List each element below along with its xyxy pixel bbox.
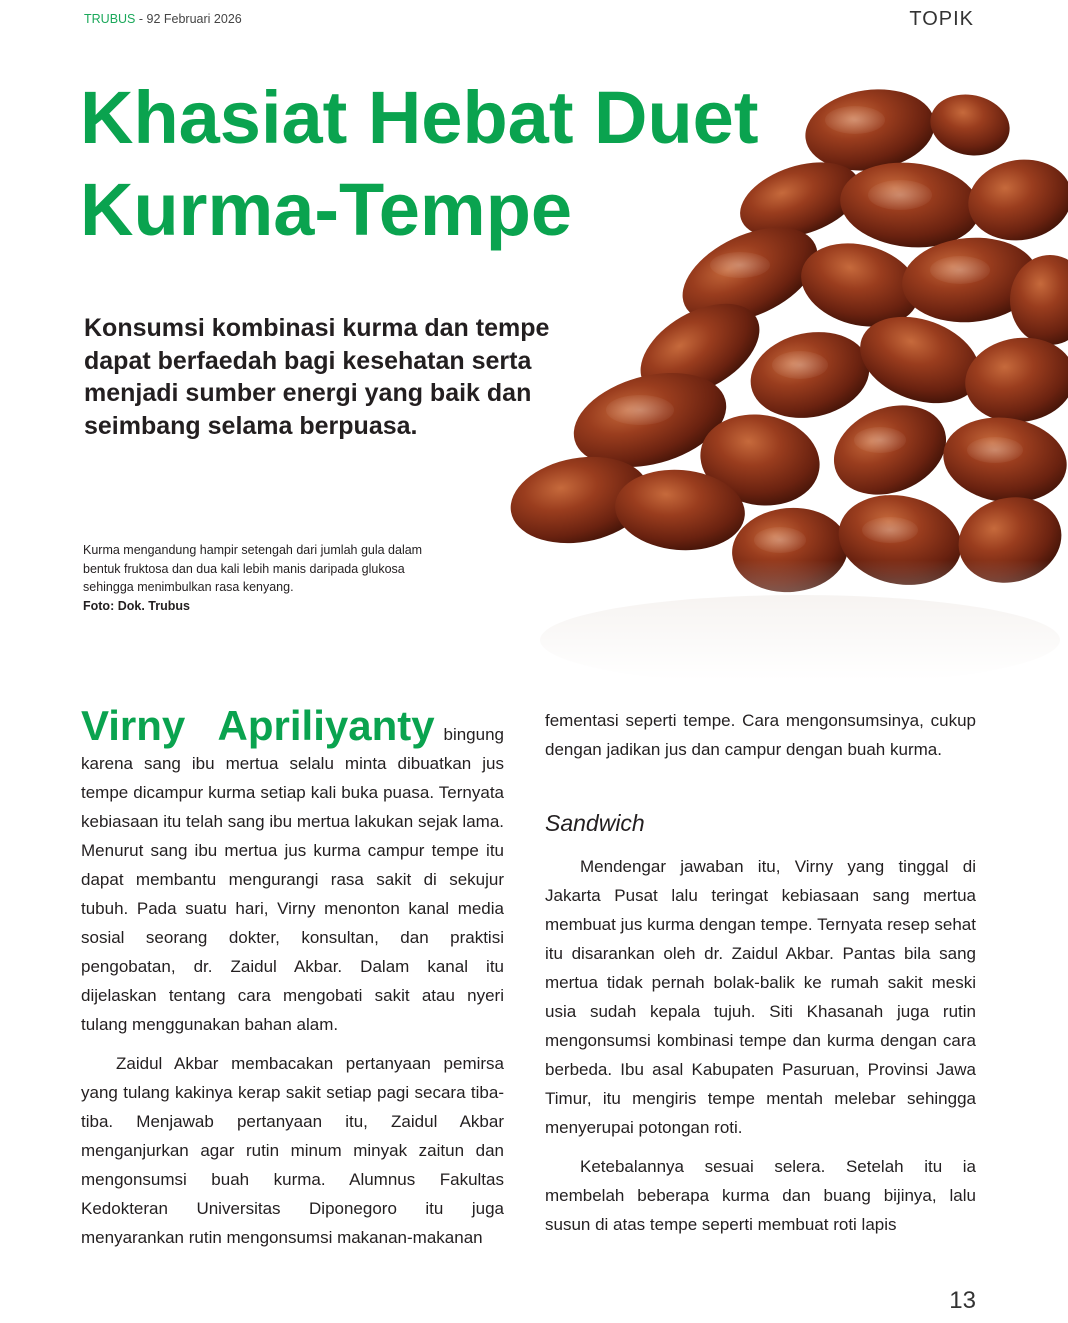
date-fruit bbox=[962, 152, 1068, 249]
article-lead bbox=[84, 312, 574, 442]
issue-date: - 92 Februari 2026 bbox=[135, 12, 242, 26]
lead-line: dapat berfaedah bagi kesehatan serta bbox=[84, 346, 532, 375]
date-fruit bbox=[925, 87, 1016, 162]
date-fruit bbox=[960, 331, 1068, 429]
body-paragraph bbox=[81, 702, 504, 1039]
photo-credit: Foto: Dok. Trubus bbox=[83, 598, 190, 613]
body-paragraph: Mendengar jawaban itu, Virny yang tinggal di Jakarta Pusat lalu teringat kebiasaan sang mertua membuat jus kurma dengan tempe. Ternyata resep sehat itu disarankan oleh dr. Zaidul Akbar. Pantas bila sang mertua tidak pernah bolak-balik ke rumah sakit meski usia sudah kepala tujuh. Siti Khasanah juga rutin mengonsumsi kombinasi tempe dan kurma dengan cara berbeda. Ibu asal Kabupaten Pasuruan, Provinsi Jawa Timur, itu mengiris tempe mentah melebar sehingga menyerupai potongan roti. bbox=[545, 857, 976, 1137]
caption-line: sehingga menimbulkan rasa kenyang. bbox=[83, 580, 294, 594]
section-subhead: Sandwich bbox=[545, 810, 645, 836]
running-header bbox=[84, 12, 242, 26]
body-column-right bbox=[545, 706, 976, 1249]
body-paragraph: Ketebalannya sesuai selera. Setelah itu ia membelah beberapa kurma dan buang bijinya, lalu susun di atas tempe seperti membuat roti lapis bbox=[545, 1157, 976, 1234]
lead-line: Konsumsi kombinasi kurma dan tempe bbox=[84, 314, 550, 342]
page-number: 13 bbox=[949, 1287, 976, 1314]
body-paragraph: fementasi seperti tempe. Cara mengonsumsinya, cukup dengan jadikan jus dan campur dengan buah kurma. bbox=[545, 711, 976, 759]
section-label: TOPIK bbox=[909, 8, 974, 30]
caption-line: Kurma mengandung hampir setengah dari jumlah gula dalam bbox=[83, 543, 423, 557]
title-line: Khasiat Hebat Duet bbox=[80, 76, 759, 159]
caption-line: bentuk fruktosa dan dua kali lebih manis daripada glukosa bbox=[83, 561, 405, 576]
lead-line: seimbang selama berpuasa. bbox=[84, 411, 418, 440]
magazine-brand: TRUBUS bbox=[84, 12, 136, 26]
lead-in-name: Virny Apriliyanty bbox=[81, 702, 435, 749]
photo-caption bbox=[83, 541, 503, 615]
paragraph-text: bingung karena sang ibu mertua selalu minta dibuatkan jus tempe dicampur kurma setiap kali buka puasa. Ternyata kebiasaan itu telah sang ibu mertua lakukan sejak lama. Menurut sang ibu mertua jus kurma campur tempe itu dapat membantu mengurangi rasa sakit di sekujur tubuh. Pada suatu hari, Virny menonton kanal media sosial seorang dokter, konsultan, dan praktisi pengobatan, dr. Zaidul Akbar. Dalam kanal itu dijelaskan tentang cara mengobati sakit atau nyeri tulang menggunakan bahan alam. bbox=[81, 725, 504, 1034]
article-title bbox=[80, 72, 780, 256]
lead-line: menjadi sumber energi yang baik dan bbox=[84, 379, 532, 407]
title-line: Kurma-Tempe bbox=[80, 168, 573, 251]
body-column-left bbox=[81, 702, 504, 1262]
body-paragraph: Zaidul Akbar membacakan pertanyaan pemirsa yang tulang kakinya kerap sakit setiap pagi secara tiba-tiba. Menjawab pertanyaan itu, Zaidul Akbar menganjurkan agar rutin minum minyak zaitun dan mengonsumsi buah kurma. Alumnus Fakultas Kedokteran Universitas Diponegoro itu juga menyarankan rutin mengonsumsi makanan-makanan bbox=[81, 1054, 504, 1247]
